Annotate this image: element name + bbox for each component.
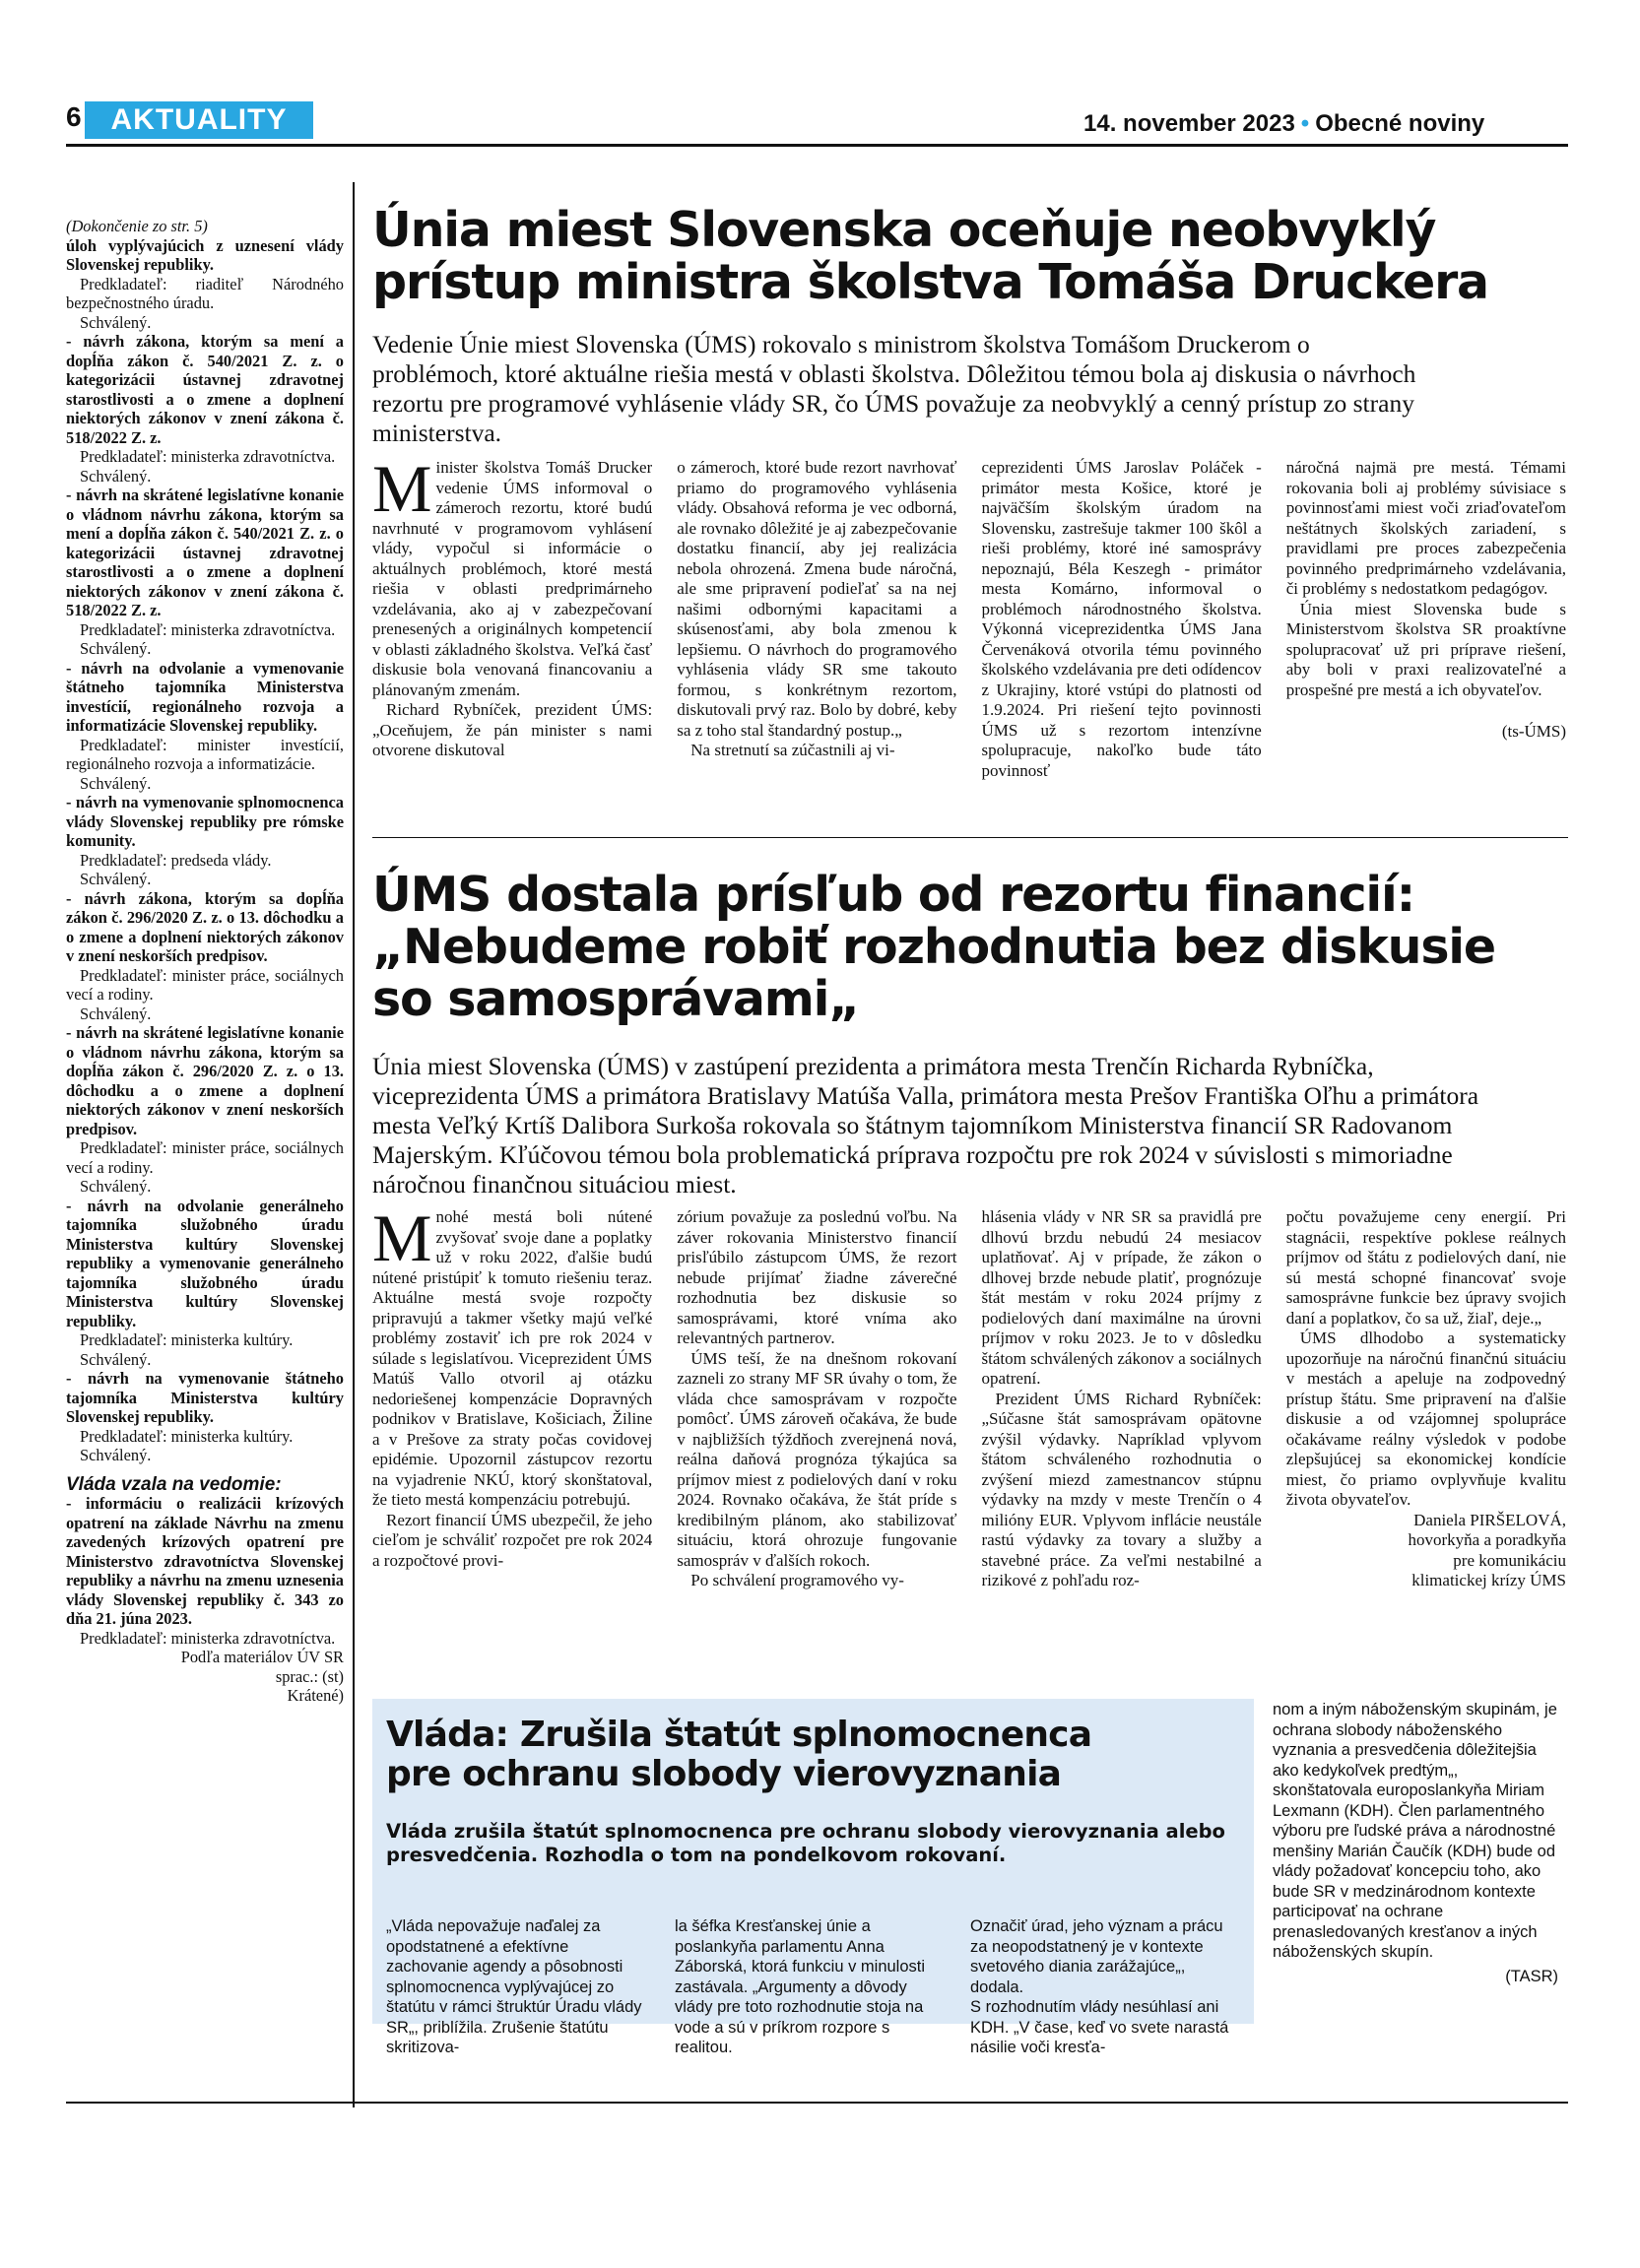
paragraph: ceprezidenti ÚMS Jaroslav Poláček - primátor mesta Košice, ktoré je najväčším školským úradom na Slovensku, zastrešuje takmer 100 škôl a rieši problémy, ktoré iné samosprávy nepoznajú, Béla Keszegh - primátor mesta Komárno, informoval o problémoch národnostného školstva. Výkonná viceprezidentka ÚMS Jana Červenáková otvorila tému povinného školského vzdelávania pre deti odídencov z Ukrajiny, ktoré vstúpi do platnosti od 1.9.2024. Pri riešení tejto povinnosti ÚMS už s rezortom intenzívne spolupracuje, nakoľko bude táto povinnosť [981,458,1262,780]
text-column [372,1207,652,1670]
headline-line: so samosprávami„ [372,971,860,1027]
article2-body [372,1207,1566,1670]
agenda-submitter: Predkladateľ: ministerka zdravotníctva. [80,619,336,639]
agenda-result: Schválený. [80,870,152,888]
agenda-item: - návrh na skrátené legislatívne konanie o vládnom návrhu zákona, ktorým sa dopĺňa zákon č. 296/2020 Z. z. o 13. dôchodku a o zmene a doplnení niektorých zákonov v znení neskorších predpisov. [66,1023,344,1138]
source-line: Krátené) [287,1686,344,1705]
agenda-submitter: Predkladateľ: predseda vlády. [80,850,272,870]
issue-date: 14. november 2023 [1083,110,1295,137]
agenda-submitter: Predkladateľ: riaditeľ Národného bezpečnostného úradu. [66,274,344,312]
byline: (ts-ÚMS) [1501,722,1566,741]
agenda-submitter: Predkladateľ: ministerka kultúry. [80,1330,294,1349]
paragraph: náročná najmä pre mestá. Témami rokovania boli aj problémy súvisiace s povinnosťami miest voči zriaďovateľom neštátnych školských zariadení, s pravidlami pre proces zabezpečenia povinného predprimárneho vzdelávania, či problémy s nedostatkom pedagógov. [1285,458,1566,598]
byline: Daniela PIRŠELOVÁ, [1413,1510,1566,1529]
column-divider [353,182,355,2107]
article3-headline [386,1716,1253,1794]
headline-line: Únia miest Slovenska oceňuje neobvyklý [372,202,1436,258]
continuation-note: (Dokončenie zo str. 5) [66,217,208,235]
headline-line: ÚMS dostala prísľub od rezortu financií: [372,867,1415,923]
article2-lead: Únia miest Slovenska (ÚMS) v zastúpení prezidenta a primátora mesta Trenčín Richarda Rybníčka, viceprezidenta ÚMS a primátora Bratislavy Matúša Valla, primátora mesta Prešov Františka Oľhu a primátora mesta Veľký Krtíš Dalibora Surkoša rokovala so štátnym tajomníkom Ministerstva financií SR Radovanom Majerským. Kľúčovou témou bola problematická príprava rozpočtu pre rok 2024 v súvislosti s mimoriadne náročnou finančnou situáciou miest. [372,1052,1479,1199]
headline-line: prístup ministra školstva Tomáša Druckera [372,254,1488,310]
article1-headline [372,204,1569,308]
article3-lead: Vláda zrušila štatút splnomocnenca pre ochranu slobody vierovyznania alebo presvedčenia. Rozhodla o tom na pondelkovom rokovaní. [386,1820,1225,1866]
paragraph: nohé mestá boli nútené zvyšovať svoje dane a poplatky už v roku 2022, ďalšie budú nútené pristúpiť k tomuto riešeniu teraz. Aktuálne mestá svoje rozpočty pripravujú a takmer všetky majú veľké problémy zostaviť ich pre rok 2024 v súlade s legislatívou. Viceprezident ÚMS Matúš Vallo otvoril aj otázku nedoriešenej kompenzácie Dopravných podnikov v Bratislave, Košiciach, Žiline a v Prešove za straty počas covidovej epidémie. Upozornil zástupcov rezortu na vyjadrenie NKÚ, ktorý skonštatoval, že tieto mestá kompenzáciu potrebujú. [372,1207,653,1509]
paragraph: Na stretnutí sa zúčastnili aj vi- [690,741,895,759]
agenda-result: Schválený. [80,312,152,332]
text-column [386,1916,652,2058]
paragraph: počtu považujeme ceny energií. Pri stagnácii, respektíve poklese reálnych príjmov od štátu z podielových daní, nie sú mestá schopné financovať svoje samosprávne funkcie bez úpravy svojich daní a poplatkov, čo sa už, žiaľ, deje.„ [1285,1207,1566,1328]
paragraph: o zámeroch, ktoré bude rezort navrhovať priamo do programového vyhlásenia vlády. Obsahová reforma je vec odborná, ale rovnako dôležité je aj zabezpečovanie dostatku financií, aby jej realizácia nebola ohrozená. Zmena bude náročná, ale sme pripravení podieľať sa na nej našimi odbornými kapacitami a skúsenosťami, aby bola zmenou k lepšiemu. O návrhoch do programového vyhlásenia vlády SR sme takouto formou, s konkrétnym rezortom, diskutovali prvý raz. Bolo by dobré, keby sa z toho stal štandardný postup.„ [677,458,957,740]
footer-rule [66,2102,1568,2104]
agenda-submitter: Predkladateľ: ministerka zdravotníctva. [80,1628,336,1648]
paragraph: Richard Rybníček, prezident ÚMS: „Oceňujem, že pán minister s nami otvorene diskutoval [372,700,653,759]
paragraph: la šéfka Kresťanskej únie a poslankyňa parlamentu Anna Záborská, ktorá funkciu v minulosti zastávala. „Argumenty a dôvody vlády pre toto rozhodnutie stoja na vode a sú v príkrom rozpore s realitou. [675,1917,926,2056]
paragraph: nom a iným náboženským skupinám, je ochrana slobody náboženského vyznania a presvedčenia dôležitejšia ako kedykoľvek predtým„, skonštatovala europoslankyňa Miriam Lexmann (KDH). Člen parlamentného výboru pre ľudské práva a národnostné menšiny Marián Čaučík (KDH) bude od vlády požadovať koncepciu toho, ako bude SR v medzinárodnom kontexte participovať na ochrane prenasledovaných kresťanov a iných náboženských skupín. [1273,1701,1557,1961]
article1-body [372,458,1566,824]
government-agenda-column [66,217,344,1706]
article2-headline [372,869,1569,1025]
agenda-subheading: Vláda vzala na vedomie: [66,1473,282,1495]
agenda-result: Schválený. [80,639,152,658]
paragraph: ÚMS teší, že na dnešnom rokovaní zazneli zo strany MF SR úvahy o tom, že vláda chce samosprávam v rozpočte pomôcť. ÚMS zároveň očakáva, že bude v najbližších týždňoch zverejnená nová, reálna daňová prognóza týkajúca sa príjmov miest z podielových daní v roku 2024. Rovnako očakáva, že štát príde s kredibilným plánom, ako stabilizovať situáciu, ktorá ohrozuje fungovanie samospráv v ďalších rokoch. [677,1348,957,1570]
agenda-item: - informáciu o realizácii krízových opatrení na základe Návrhu na zmenu zavedených krízových opatrení pre Ministerstvo zdravotníctva Slovenskej republiky a návrhu na zmenu uznesenia vlády Slovenskej republiky č. 343 zo dňa 21. júna 2023. [66,1494,344,1628]
agenda-item: úloh vyplývajúcich z uznesení vlády Slovenskej republiky. [66,235,344,274]
drop-cap: M [372,458,432,526]
agenda-item: - návrh na vymenovanie štátneho tajomníka Ministerstva kultúry Slovenskej republiky. [66,1369,344,1426]
section-label: AKTUALITY [85,101,313,139]
paragraph: Rezort financií ÚMS ubezpečil, že jeho cieľom je schváliť rozpočet pre rok 2024 a rozpočtové provi- [372,1510,653,1570]
agenda-item: - návrh zákona, ktorým sa dopĺňa zákon č. 296/2020 Z. z. o 13. dôchodku a o zmene a doplnení niektorých zákonov v znení neskorších predpisov. [66,888,344,965]
paper-name: Obecné noviny [1315,110,1485,137]
source-line: sprac.: (st) [275,1666,344,1686]
agenda-submitter: Predkladateľ: ministerka kultúry. [80,1426,294,1446]
headline-line: pre ochranu slobody vierovyznania [386,1754,1062,1794]
agenda-item: - návrh na odvolanie a vymenovanie štátneho tajomníka Ministerstva investícií, regionálneho rozvoja a informatizácie Slovenskej republiky. [66,658,344,735]
agenda-item: - návrh na skrátené legislatívne konanie o vládnom návrhu zákona, ktorým sa mení a dopĺňa zákon č. 540/2021 Z. z. o kategorizácii ústavnej zdravotnej starostlivosti a o zmene a doplnení niektorých zákonov v znení zákona č. 518/2022 Z. z. [66,486,344,619]
paragraph: Prezident ÚMS Richard Rybníček: „Súčasne štát samosprávam opätovne zvýšil výdavky. Napríklad vplyvom štátom schváleného rozhodnutia o zvýšení miezd zamestnancov stúpnu výdavky na mzdy v meste Trenčín o 4 milióny EUR. Vplyvom inflácie neustále rastú výdavky za tovary a služby a stavebné práce. Za veľmi nestabilné a rizikové z pohľadu roz- [981,1389,1262,1589]
article-divider [372,837,1568,838]
byline-role: hovorkyňa a poradkyňa [1408,1530,1566,1549]
text-column: Označiť úrad, jeho význam a prácu za neopodstatnený je v kontexte svetového diania zarážajúce„, dodala. S rozhodnutím vlády nesúhlasí ani KDH. „V čase, keď vo svete narastá násilie voči kresťa- [970,1917,1229,2056]
agenda-item: - návrh zákona, ktorým sa mení a dopĺňa zákon č. 540/2021 Z. z. o kategorizácii ústavnej zdravotnej starostlivosti a o zmene a doplnení niektorých zákonov v znení zákona č. 518/2022 Z. z. [66,332,344,447]
agenda-submitter: Predkladateľ: minister práce, sociálnych vecí a rodiny. [66,1138,344,1177]
agenda-result: Schválený. [80,1177,152,1196]
paragraph: hlásenia vlády v NR SR sa pravidlá pre dlhovú brzdu nebudú 24 mesiacov uplatňovať. Aj v prípade, že zákon o dlhovej brzde nebude platiť, prognózuje štát mestám v roku 2024 príjmy z podielových daní maximálne na úrovni príjmov v roku 2023. Je to v dôsledku štátom schválených zákonov a sociálnych opatrení. [981,1207,1262,1388]
text-column [982,1207,1262,1670]
headline-line: „Nebudeme robiť rozhodnutia bez diskusie [372,919,1495,975]
header-rule [66,144,1568,147]
source-line: Podľa materiálov ÚV SR [180,1648,344,1666]
paragraph: Únia miest Slovenska bude s Ministerstvom školstva SR proaktívne spolupracovať už pri príprave riešení, aby boli v praxi realizovateľné a prospešné pre mestá a ich obyvateľov. [1285,599,1566,699]
agenda-submitter: Predkladateľ: minister investícií, regionálneho rozvoja a informatizácie. [66,735,344,773]
agenda-submitter: Predkladateľ: minister práce, sociálnych vecí a rodiny. [66,965,344,1004]
headline-line: Vláda: Zrušila štatút splnomocnenca [386,1715,1092,1755]
agenda-item: - návrh na odvolanie generálneho tajomníka služobného úradu Ministerstva kultúry Slovenskej republiky a vymenovanie generálneho tajomníka služobného úradu Ministerstva kultúry Slovenskej republiky. [66,1196,344,1330]
agenda-submitter: Predkladateľ: ministerka zdravotníctva. [80,447,336,466]
drop-cap: M [372,1207,432,1275]
text-column [675,1916,941,2058]
paragraph: zórium považuje za poslednú voľbu. Na záver rokovania Ministerstvo financií prisľúbilo zástupcom ÚMS, že rezort nebude prijímať žiadne záverečné rozhodnutia bez diskusie so samosprávami, ktoré vníma ako relevantných partnerov. [677,1207,957,1347]
paragraph: inister školstva Tomáš Drucker vedenie ÚMS informoval o zámeroch rezortu, ktoré budú navrhnuté v programovom vyhlásení vlády, vypočul si informácie o aktuálnych problémoch, ktoré mestá riešia v oblasti predprimárneho vzdelávania, ako aj v zabezpečovaní prenesených a originálnych kompetencií v oblasti základného školstva. Veľká časť diskusie bola venovaná financovaniu a plánovaným zmenám. [372,458,653,699]
text-column [1273,1700,1558,1986]
article1-lead: Vedenie Únie miest Slovenska (ÚMS) rokovalo s ministrom školstva Tomášom Druckerom o problémoch, ktoré aktuálne riešia mestá v oblasti školstva. Dôležitou témou bola aj diskusia o návrhoch rezortu pre programové vyhlásenie vlády SR, čo ÚMS považuje za neobvyklý a cenný prístup zo strany ministerstva. [372,330,1416,447]
agenda-result: Schválený. [80,1349,152,1369]
page-number: 6 [66,101,82,132]
text-column [982,458,1262,824]
separator-dot: • [1300,110,1310,137]
paragraph: ÚMS dlhodobo a systematicky upozorňuje na náročnú finančnú situáciu v mestách a apeluje na zodpovedný prístup štátu. Sme pripravení na ďalšie diskusie a od vzájomnej spolupráce očakávame reálny výsledok v podobe zlepšujúcej sa ekonomickej kondície miest, čo priamo ovplyvňuje kvalitu života obyvateľov. [1285,1328,1566,1509]
paragraph: Po schválení programového vy- [690,1571,904,1589]
byline-role: pre komunikáciu [1453,1550,1566,1570]
agenda-result: Schválený. [80,1004,152,1023]
text-column [677,458,956,824]
text-column [677,1207,956,1670]
issue-info [1083,110,1484,138]
agenda-item: - návrh na vymenovanie splnomocnenca vlády Slovenskej republiky pre rómske komunity. [66,793,344,850]
byline: (TASR) [1505,1967,1558,1985]
paragraph: „Vláda nepovažuje naďalej za opodstatnené a efektívne zachovanie agendy a pôsobnosti splnomocnenca vyplývajúcej zo štatútu v rámci štruktúr Úradu vlády SR„, priblížila. Zrušenie štatútu skritizova- [386,1917,642,2056]
byline-role: klimatickej krízy ÚMS [1411,1571,1566,1589]
agenda-result: Schválený. [80,466,152,486]
agenda-result: Schválený. [80,1446,152,1464]
text-column [1286,458,1566,824]
text-column [372,458,652,824]
agenda-result: Schválený. [80,773,152,793]
text-column [1286,1207,1566,1670]
